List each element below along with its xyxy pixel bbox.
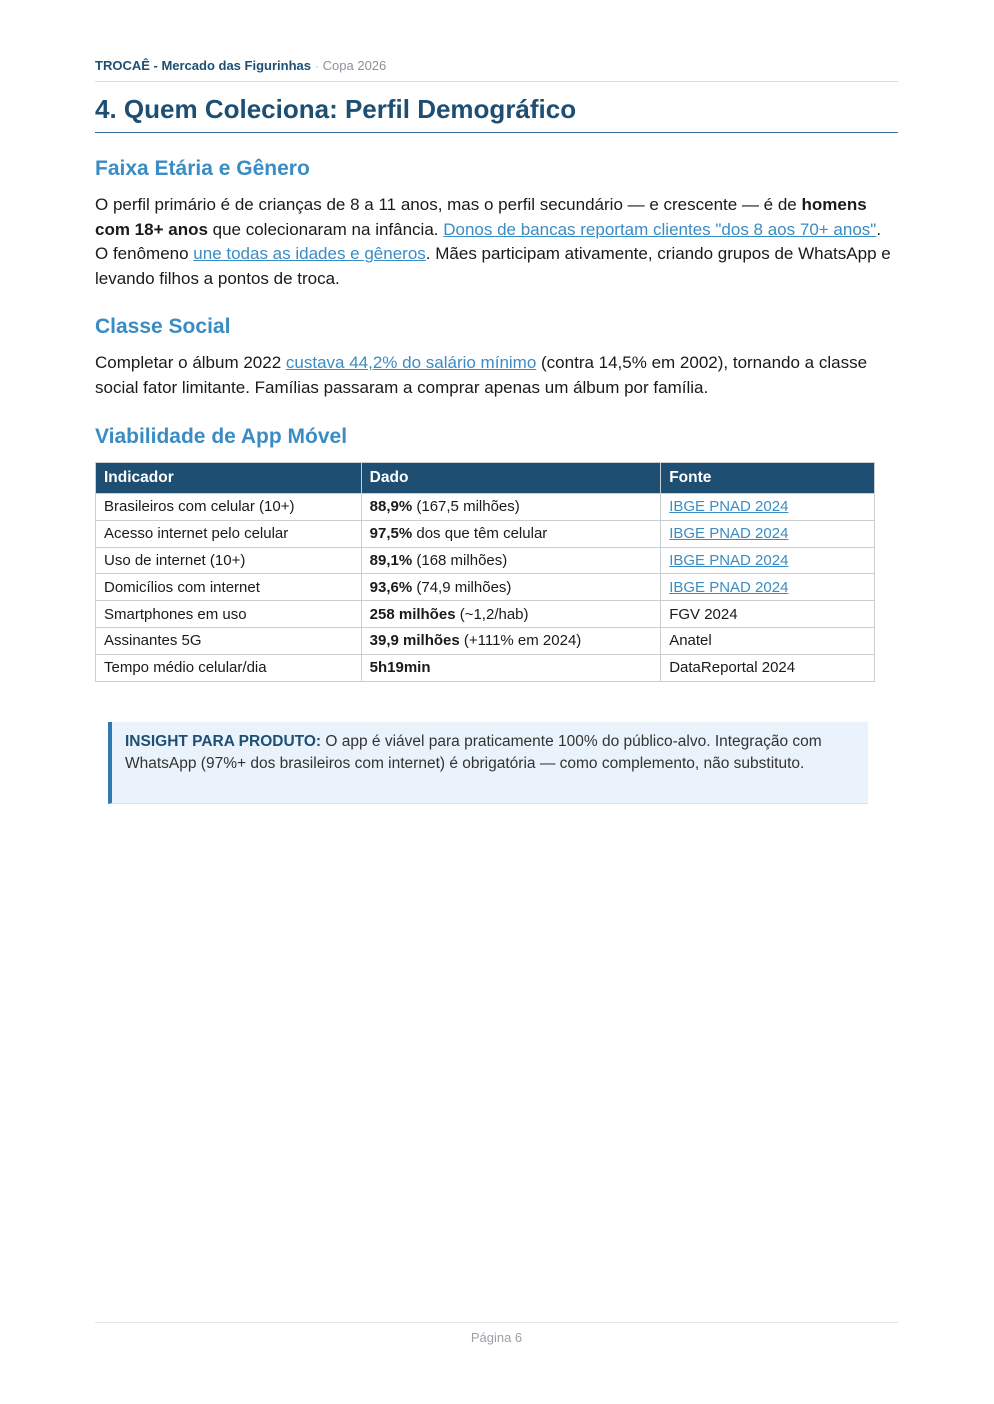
bold-text: homens com 18+ anos [95,195,867,239]
table-header-row [96,463,875,494]
header-subtitle: Copa 2026 [322,58,387,73]
cell-dado-detail: (167,5 milhões) [412,498,520,516]
header-brand: TROCAÊ - Mercado das Figurinhas [95,58,311,73]
cell-indicador: Uso de internet (10+) [96,547,362,574]
column-header-dado: Dado [361,463,661,494]
cell-dado-value: 39,9 milhões [369,632,460,650]
cell-dado-value: 89,1% [369,551,413,569]
source-link[interactable]: IBGE PNAD 2024 [669,525,789,543]
cell-indicador: Acesso internet pelo celular [96,520,362,547]
table-row [96,494,875,521]
cell-dado-detail: dos que têm celular [412,525,548,543]
cell-fonte [661,574,875,601]
text-run: O perfil primário é de crianças de 8 a 11 anos, mas o perfil secundário — e crescente — é de [95,195,802,214]
cell-dado-value: 97,5% [369,525,413,543]
cell-indicador: Tempo médio celular/dia [96,654,362,681]
cell-dado [361,601,661,628]
running-header [95,58,898,82]
cell-dado-value: 88,9% [369,498,413,516]
link-album-cost[interactable]: custava 44,2% do salário mínimo [285,353,537,372]
cell-dado [361,627,661,654]
header-separator: · [314,61,319,73]
cell-fonte: DataReportal 2024 [661,654,875,681]
cell-dado-detail: (+111% em 2024) [459,632,582,650]
page-title: 4. Quem Coleciona: Perfil Demográfico [95,94,898,133]
cell-indicador: Brasileiros com celular (10+) [96,494,362,521]
cell-indicador: Domicílios com internet [96,574,362,601]
cell-dado-detail: (~1,2/hab) [455,605,529,623]
table-row [96,627,875,654]
text-run: (contra 14,5% em 2002), tornando a classe social fator limitante. Famílias passaram a comprar apenas um álbum por família. [95,353,868,397]
cell-dado-detail: (74,9 milhões) [412,578,512,596]
insight-callout [108,722,868,804]
table-row [96,520,875,547]
viability-table [95,462,875,682]
section-heading-social-class: Classe Social [95,315,231,338]
text-run: Completar o álbum 2022 [95,353,286,372]
page-number: Página 6 [470,1330,523,1345]
table-row [96,601,875,628]
insight-text: O app é viável para praticamente 100% do público-alvo. Integração com WhatsApp (97%+ dos brasileiros com internet) é obrigatória — como complemento, não substituto. [125,733,822,772]
page-footer [95,1322,898,1345]
cell-dado-detail: (168 milhões) [412,551,508,569]
cell-fonte: Anatel [661,627,875,654]
cell-fonte [661,520,875,547]
cell-fonte [661,494,875,521]
cell-dado-value: 93,6% [369,578,413,596]
cell-dado-value: 5h19min [369,659,431,677]
link-all-ages-genders[interactable]: une todas as idades e gêneros [193,244,426,263]
source-link[interactable]: IBGE PNAD 2024 [669,498,789,516]
cell-dado [361,494,661,521]
cell-indicador: Smartphones em uso [96,601,362,628]
cell-fonte: FGV 2024 [661,601,875,628]
insight-label: INSIGHT PARA PRODUTO: [125,733,322,750]
cell-indicador: Assinantes 5G [96,627,362,654]
table-row [96,574,875,601]
source-link[interactable]: IBGE PNAD 2024 [669,578,789,596]
source-link[interactable]: IBGE PNAD 2024 [669,551,789,569]
paragraph-social-class [95,351,898,400]
paragraph-age-gender [95,193,898,291]
table-row [96,547,875,574]
text-run: . O fenômeno [95,219,882,263]
table-row [96,654,875,681]
cell-dado [361,574,661,601]
cell-dado [361,547,661,574]
text-run: . Mães participam ativamente, criando grupos de WhatsApp e levando filhos a pontos de troca. [95,244,891,288]
link-banca-owners[interactable]: Donos de bancas reportam clientes "dos 8 aos 70+ anos" [443,219,877,239]
section-heading-app-viability: Viabilidade de App Móvel [95,425,348,448]
column-header-fonte: Fonte [661,463,875,494]
section-heading-age-gender: Faixa Etária e Gênero [95,157,310,180]
cell-dado-value: 258 milhões [369,605,456,623]
cell-dado [361,520,661,547]
cell-fonte [661,547,875,574]
text-run: que colecionaram na infância. [207,219,444,239]
cell-dado [361,654,661,681]
column-header-indicador: Indicador [96,463,362,494]
